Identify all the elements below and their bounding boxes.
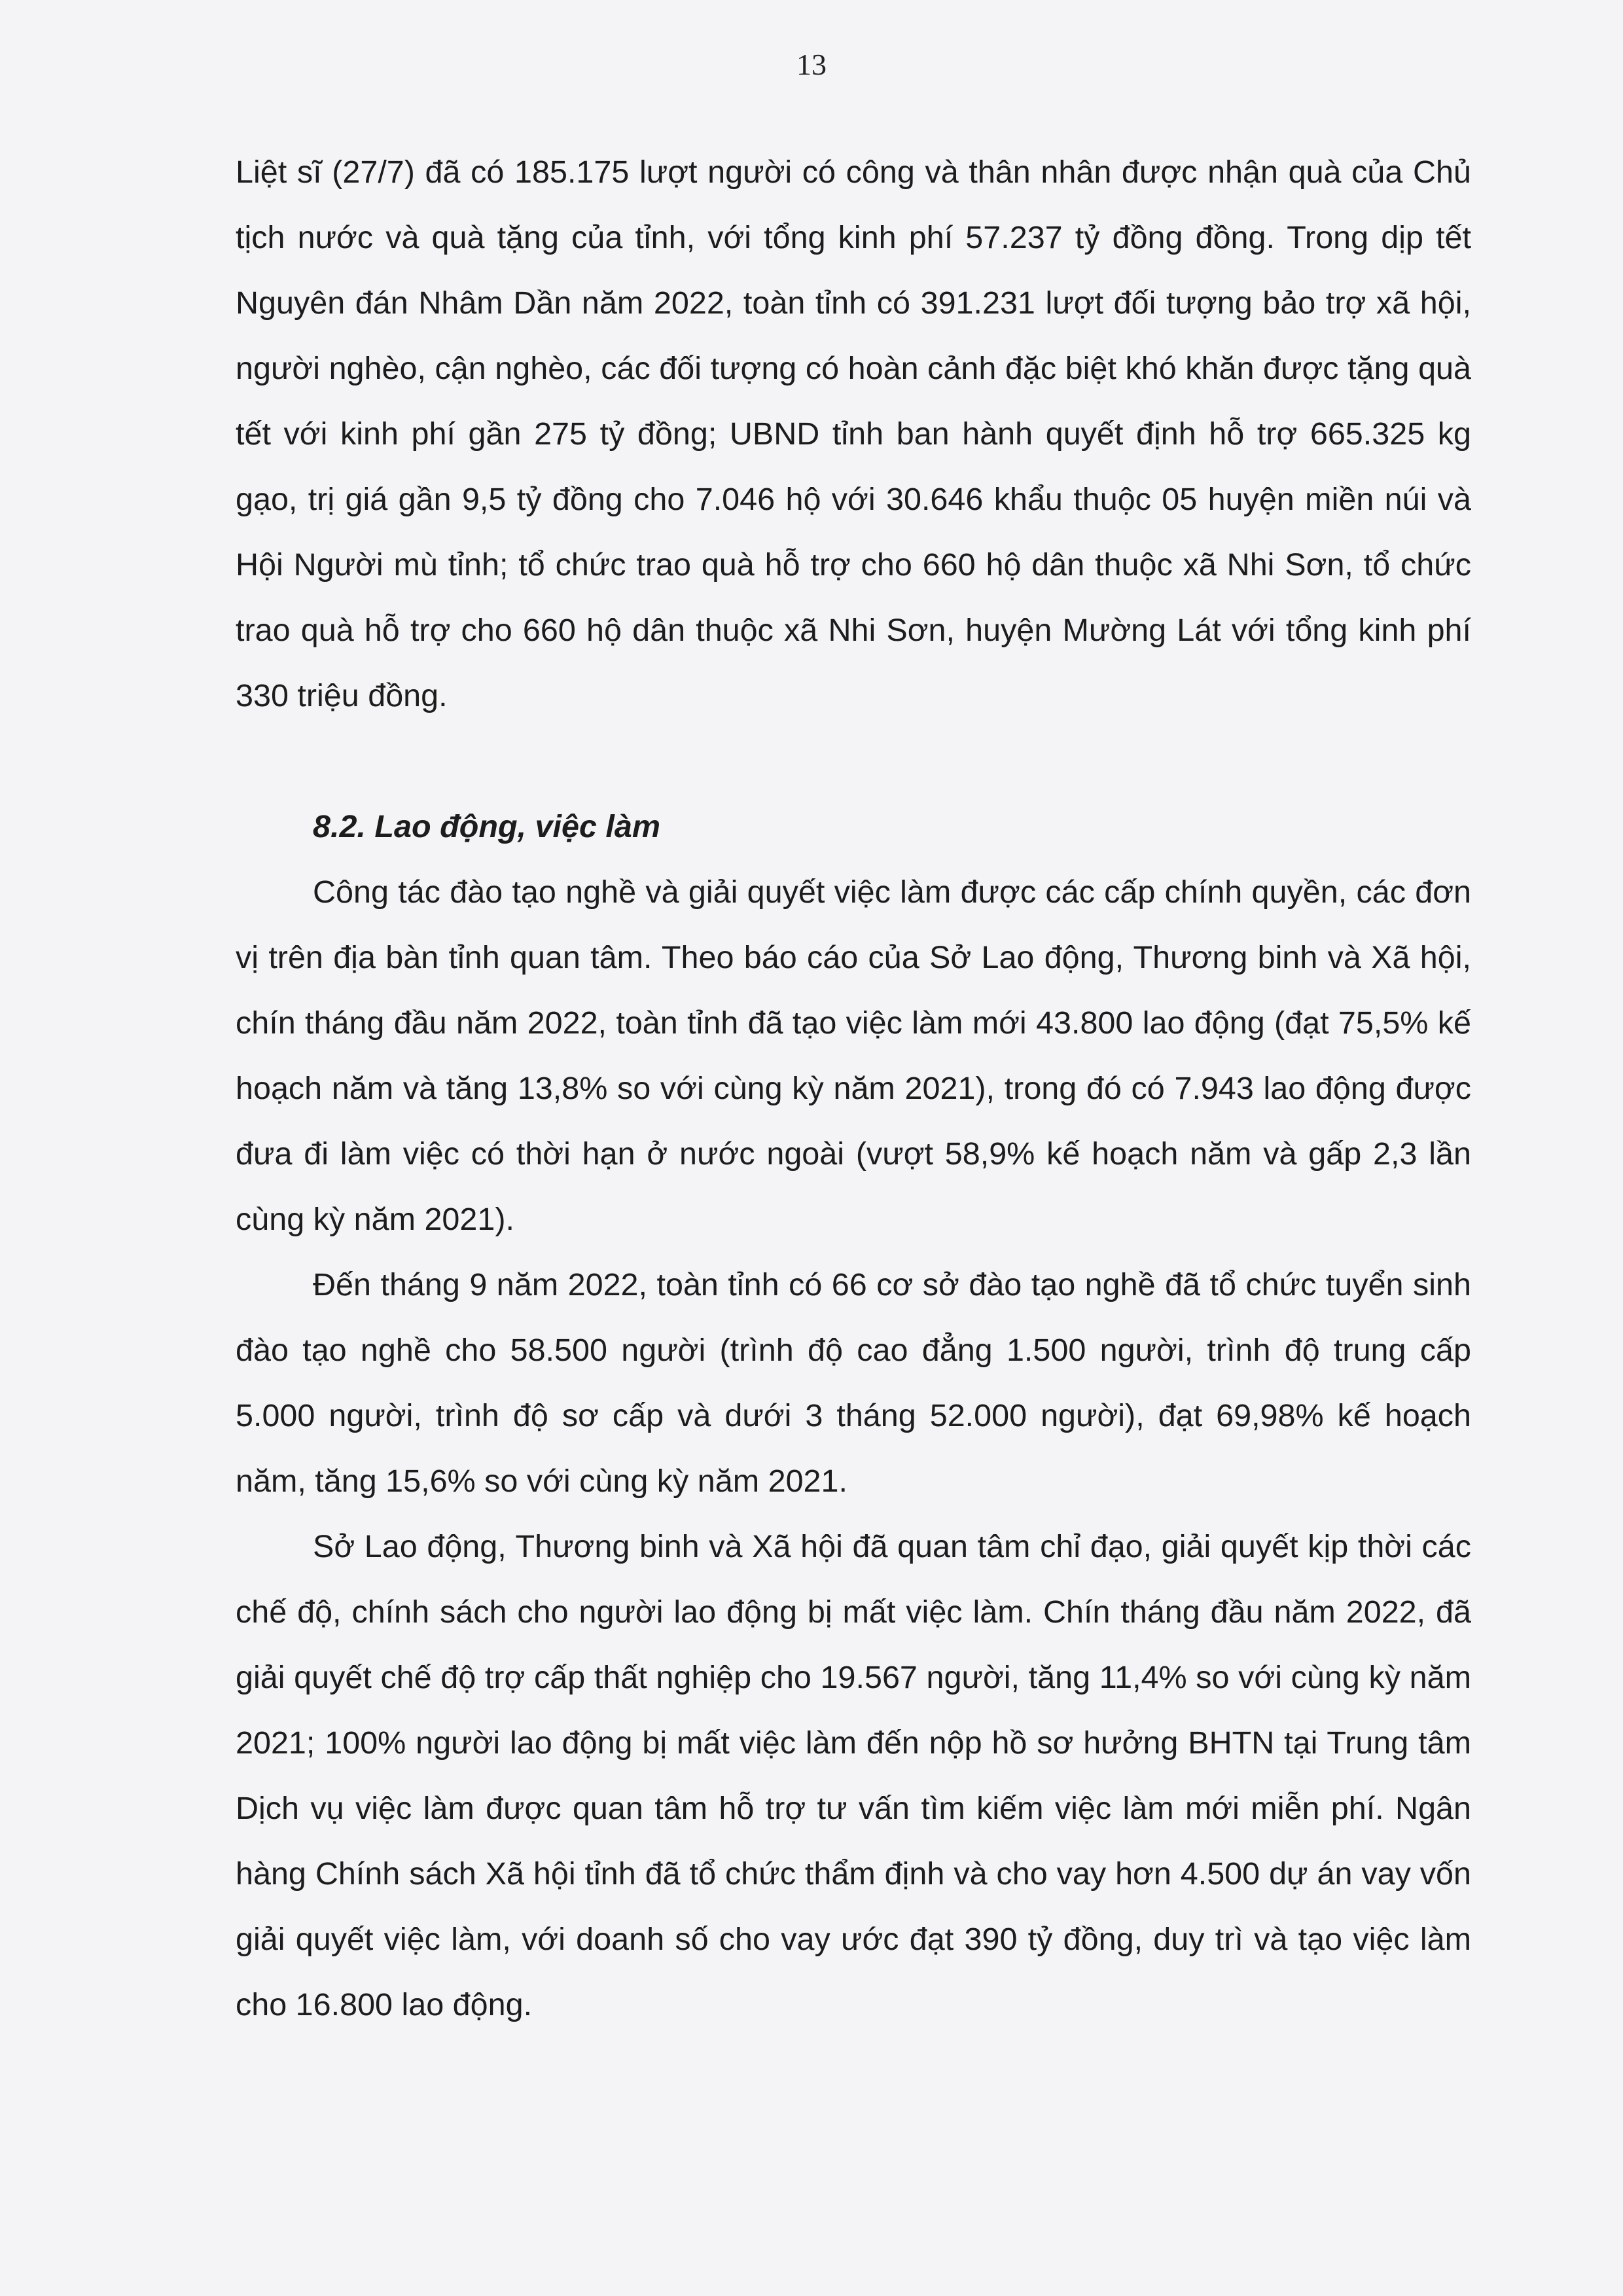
paragraph-continuation: Liệt sĩ (27/7) đã có 185.175 lượt người có công và thân nhân được nhận quà của Chủ tịch nước và quà tặng của tỉnh, với tổng kinh phí 57.237 tỷ đồng đồng. Trong dịp tết Nguyên đán Nhâm Dần năm 2022, toàn tỉnh có 391.231 lượt đối tượng bảo trợ xã hội, người nghèo, cận nghèo, các đối tượng có hoàn cảnh đặc biệt khó khăn được tặng quà tết với kinh phí gần 275 tỷ đồng; UBND tỉnh ban hành quyết định hỗ trợ 665.325 kg gạo, trị giá gần 9,5 tỷ đồng cho 7.046 hộ với 30.646 khẩu thuộc 05 huyện miền núi và Hội Người mù tỉnh; tổ chức trao quà hỗ trợ cho 660 hộ dân thuộc xã Nhi Sơn, tổ chức trao quà hỗ trợ cho 660 hộ dân thuộc xã Nhi Sơn, huyện Mường Lát với tổng kinh phí 330 triệu đồng. [236, 154, 1471, 713]
page-number: 13 [796, 48, 827, 81]
paragraph: Đến tháng 9 năm 2022, toàn tỉnh có 66 cơ sở đào tạo nghề đã tổ chức tuyển sinh đào tạo nghề cho 58.500 người (trình độ cao đẳng 1.500 người, trình độ trung cấp 5.000 người, trình độ sơ cấp và dưới 3 tháng 52.000 người), đạt 69,98% kế hoạch năm, tăng 15,6% so với cùng kỳ năm 2021. [236, 1267, 1471, 1499]
document-body [236, 139, 1471, 2037]
paragraph: Công tác đào tạo nghề và giải quyết việc làm được các cấp chính quyền, các đơn vị trên địa bàn tỉnh quan tâm. Theo báo cáo của Sở Lao động, Thương binh và Xã hội, chín tháng đầu năm 2022, toàn tỉnh đã tạo việc làm mới 43.800 lao động (đạt 75,5% kế hoạch năm và tăng 13,8% so với cùng kỳ năm 2021), trong đó có 7.943 lao động được đưa đi làm việc có thời hạn ở nước ngoài (vượt 58,9% kế hoạch năm và gấp 2,3 lần cùng kỳ năm 2021). [236, 874, 1471, 1237]
paragraph: Sở Lao động, Thương binh và Xã hội đã quan tâm chỉ đạo, giải quyết kịp thời các chế độ, chính sách cho người lao động bị mất việc làm. Chín tháng đầu năm 2022, đã giải quyết chế độ trợ cấp thất nghiệp cho 19.567 người, tăng 11,4% so với cùng kỳ năm 2021; 100% người lao động bị mất việc làm đến nộp hồ sơ hưởng BHTN tại Trung tâm Dịch vụ việc làm được quan tâm hỗ trợ tư vấn tìm kiếm việc làm mới miễn phí. Ngân hàng Chính sách Xã hội tỉnh đã tổ chức thẩm định và cho vay hơn 4.500 dự án vay vốn giải quyết việc làm, với doanh số cho vay ước đạt 390 tỷ đồng, duy trì và tạo việc làm cho 16.800 lao động. [236, 1529, 1471, 2022]
section-heading: 8.2. Lao động, việc làm [313, 809, 660, 844]
